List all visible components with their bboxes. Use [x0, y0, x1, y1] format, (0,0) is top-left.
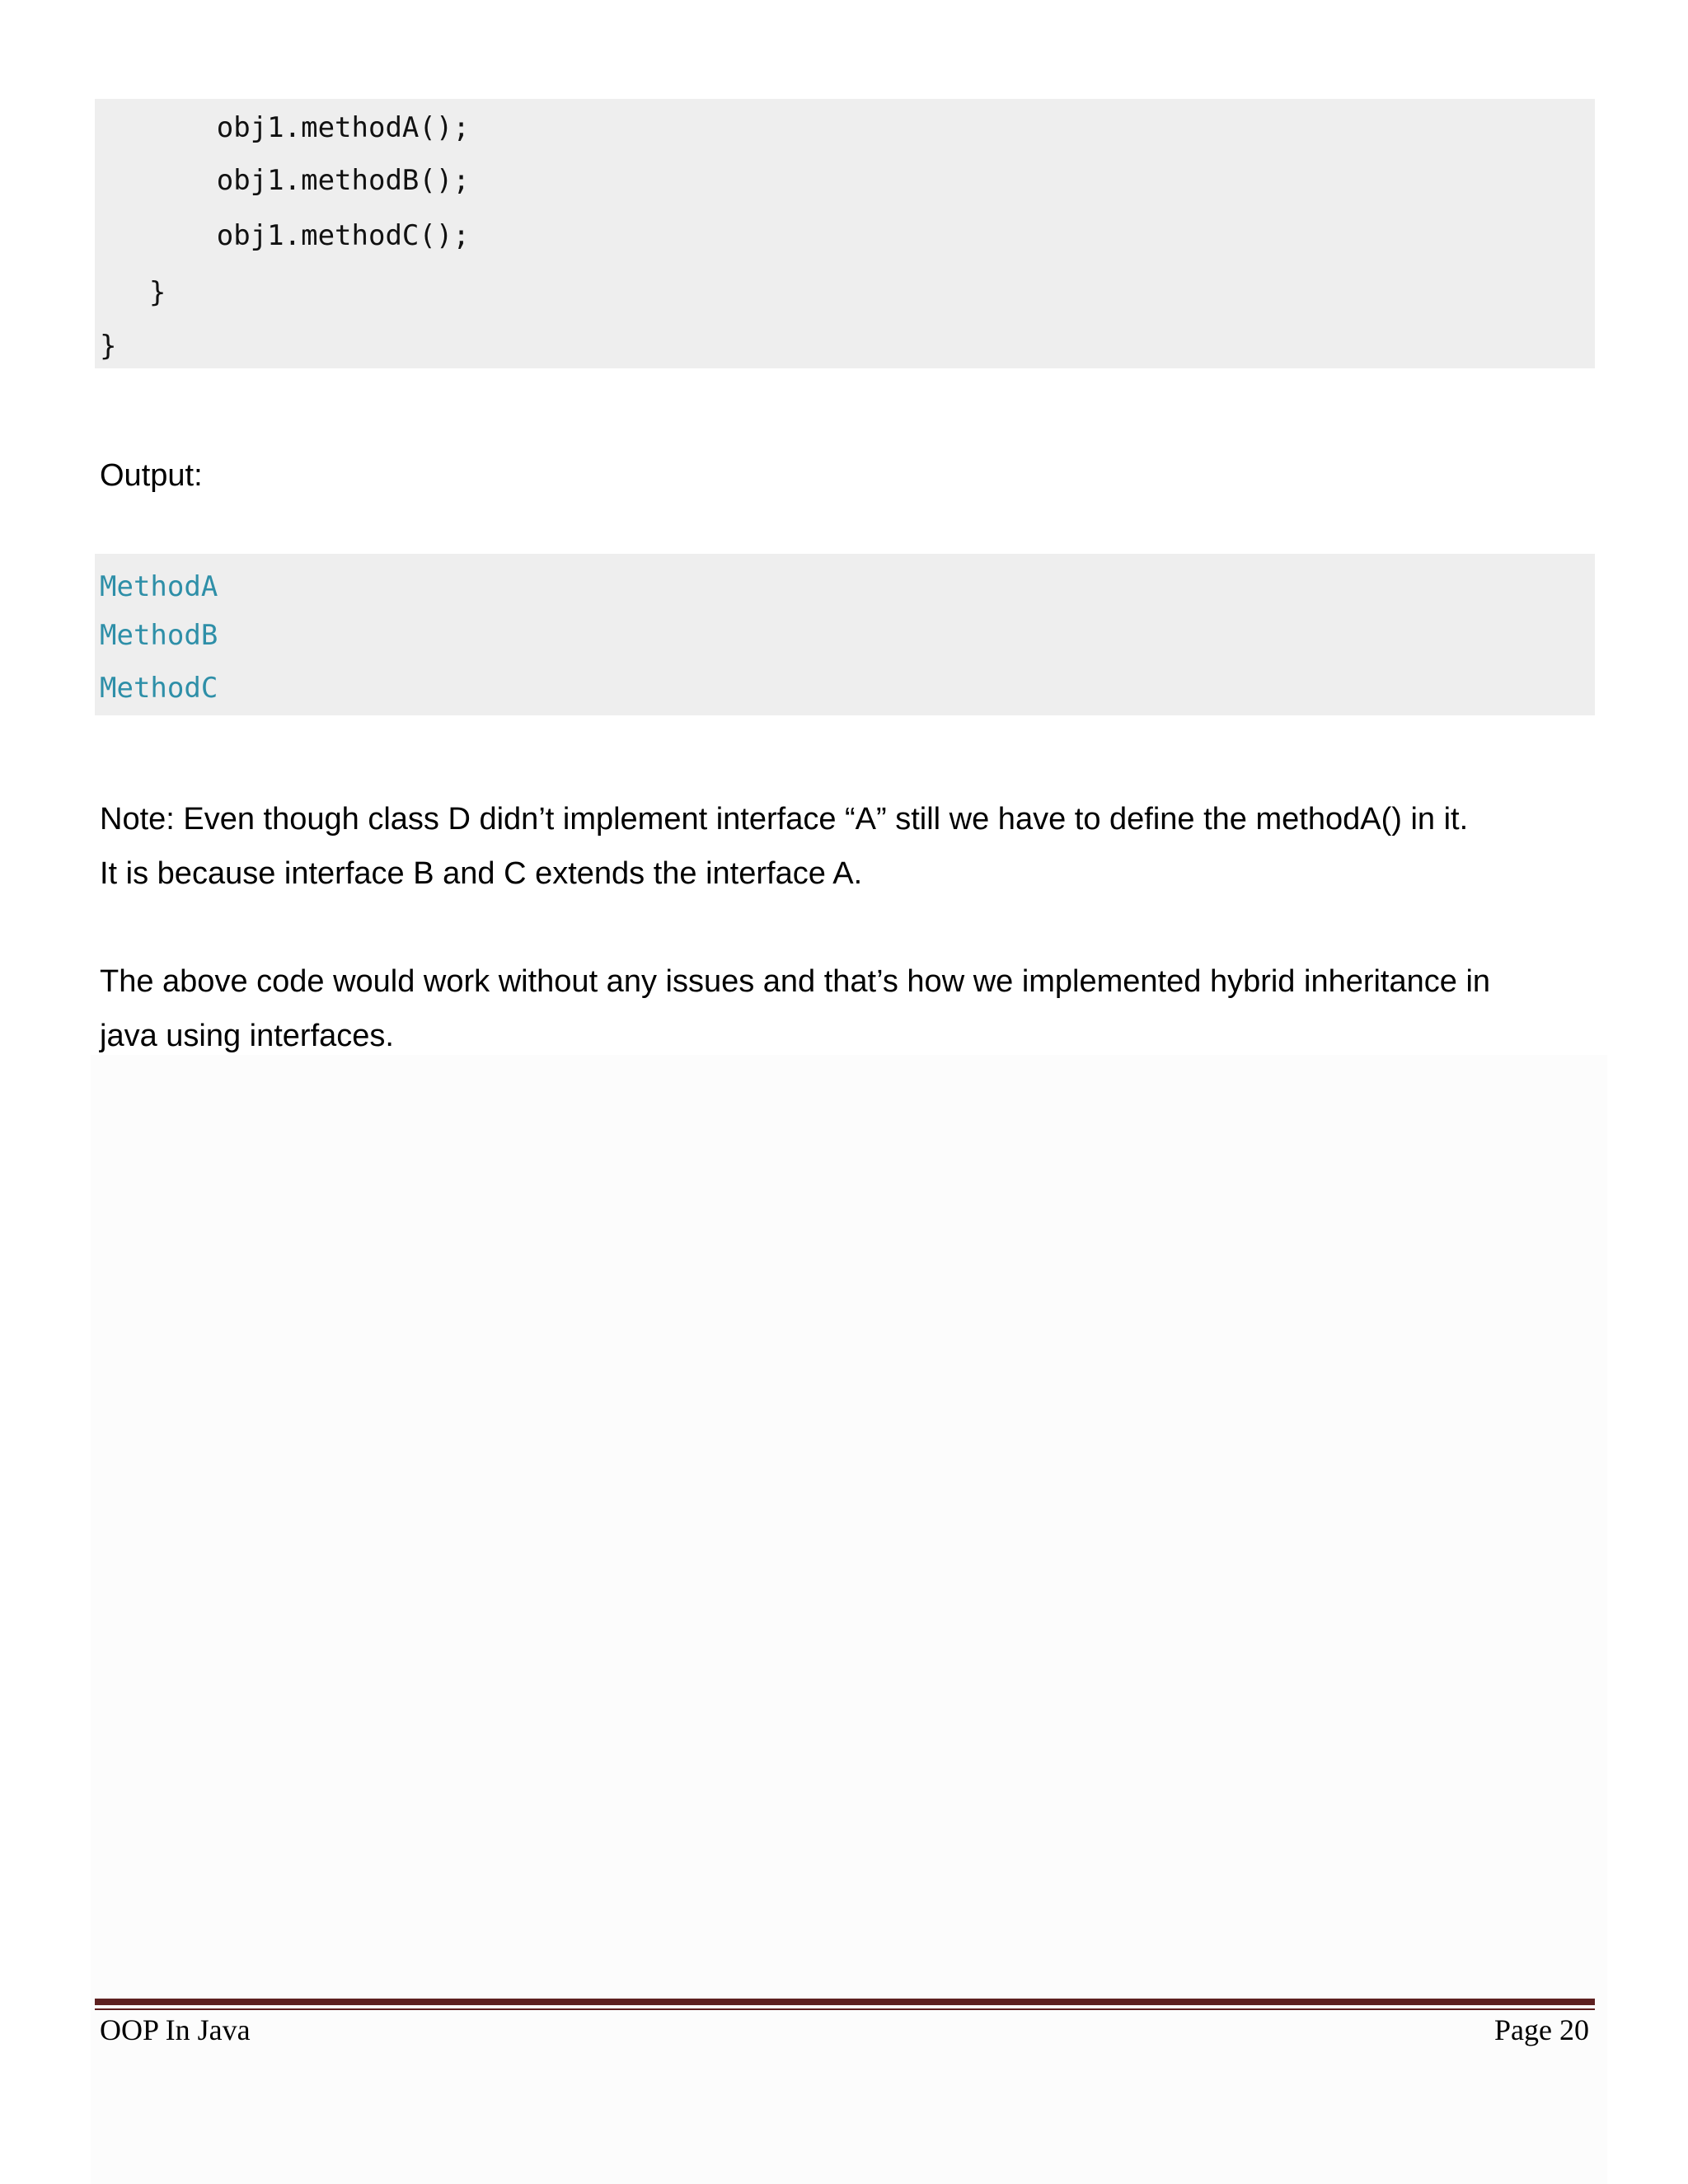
code-line: } — [100, 330, 117, 363]
output-line: MethodA — [100, 570, 218, 603]
code-line: obj1.methodA(); — [82, 111, 470, 144]
footer-rule — [95, 1999, 1595, 2005]
output-line: MethodC — [100, 672, 218, 705]
paragraph-line: The above code would work without any issues and that’s how we implemented hybrid inheritance in — [100, 964, 1491, 999]
paragraph-line: It is because interface B and C extends the interface A. — [100, 856, 863, 891]
code-line: obj1.methodB(); — [82, 164, 470, 197]
code-line: obj1.methodC(); — [82, 219, 470, 252]
output-block — [95, 554, 1595, 715]
code-block — [82, 99, 1595, 368]
output-heading: Output: — [100, 458, 203, 493]
code-line: } — [82, 276, 166, 309]
page-background-tint — [91, 1055, 1607, 2184]
output-line: MethodB — [100, 619, 218, 652]
paragraph-line: Note: Even though class D didn’t implement interface “A” still we have to define the methodA() in it. — [100, 802, 1469, 837]
paragraph-line: java using interfaces. — [100, 1019, 394, 1053]
footer-title: OOP In Java — [100, 2013, 251, 2046]
footer-rule-thin — [95, 2008, 1595, 2010]
page-number: Page 20 — [1494, 2013, 1589, 2046]
